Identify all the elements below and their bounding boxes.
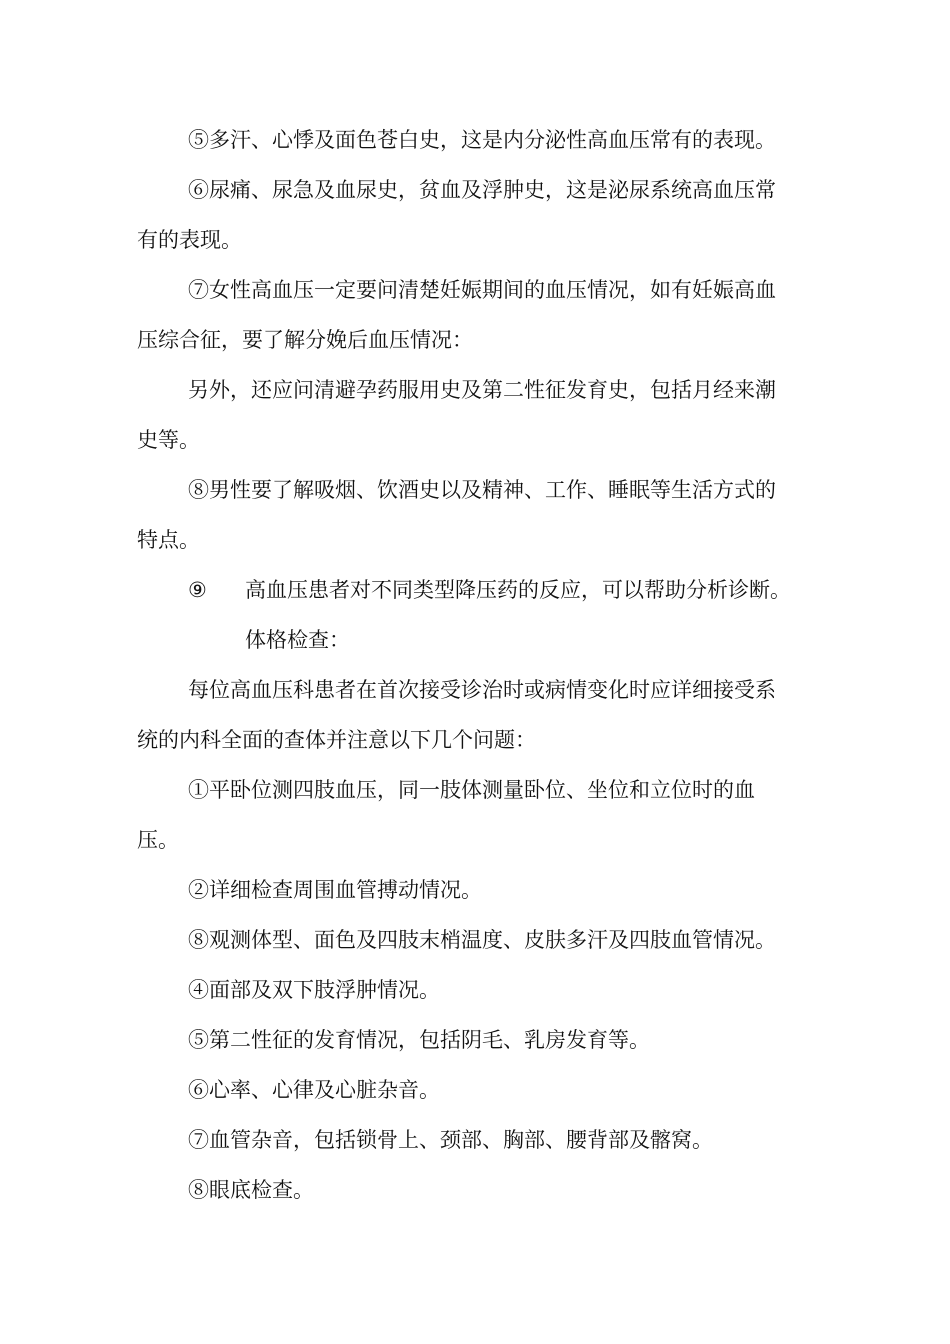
text-line: ②详细检查周围血管搏动情况。: [188, 878, 482, 902]
list-marker-9: ⑨: [188, 578, 207, 602]
text-line: 史等。: [137, 428, 200, 452]
text-line: ④面部及双下肢浮肿情况。: [188, 978, 440, 1002]
text-line: 高血压患者对不同类型降压药的反应，可以帮助分析诊断。: [245, 578, 791, 602]
text-line: ⑧眼底检查。: [188, 1178, 314, 1202]
text-line: 每位高血压科患者在首次接受诊治时或病情变化时应详细接受系: [188, 678, 776, 702]
text-line: 压。: [137, 828, 179, 852]
text-line: ⑦血管杂音，包括锁骨上、颈部、胸部、腰背部及髂窝。: [188, 1128, 713, 1152]
text-line: ⑧观测体型、面色及四肢末梢温度、皮肤多汗及四肢血管情况。: [188, 928, 776, 952]
text-line: 压综合征，要了解分娩后血压情况：: [137, 328, 473, 352]
text-line: ⑤第二性征的发育情况，包括阴毛、乳房发育等。: [188, 1028, 650, 1052]
text-line: 有的表现。: [137, 228, 242, 252]
text-line: ⑥心率、心律及心脏杂音。: [188, 1078, 440, 1102]
text-line: ⑥尿痛、尿急及血尿史，贫血及浮肿史，这是泌尿系统高血压常: [188, 178, 776, 202]
section-heading: 体格检查：: [245, 628, 350, 652]
text-line: 特点。: [137, 528, 200, 552]
text-line: ⑤多汗、心悸及面色苍白史，这是内分泌性高血压常有的表现。: [188, 128, 776, 152]
text-line: 统的内科全面的查体并注意以下几个问题：: [137, 728, 536, 752]
text-line: ⑧男性要了解吸烟、饮酒史以及精神、工作、睡眠等生活方式的: [188, 478, 776, 502]
text-line: ⑦女性高血压一定要问清楚妊娠期间的血压情况，如有妊娠高血: [188, 278, 776, 302]
text-line: ①平卧位测四肢血压，同一肢体测量卧位、坐位和立位时的血: [188, 778, 755, 802]
text-line: 另外，还应问清避孕药服用史及第二性征发育史，包括月经来潮: [188, 378, 776, 402]
